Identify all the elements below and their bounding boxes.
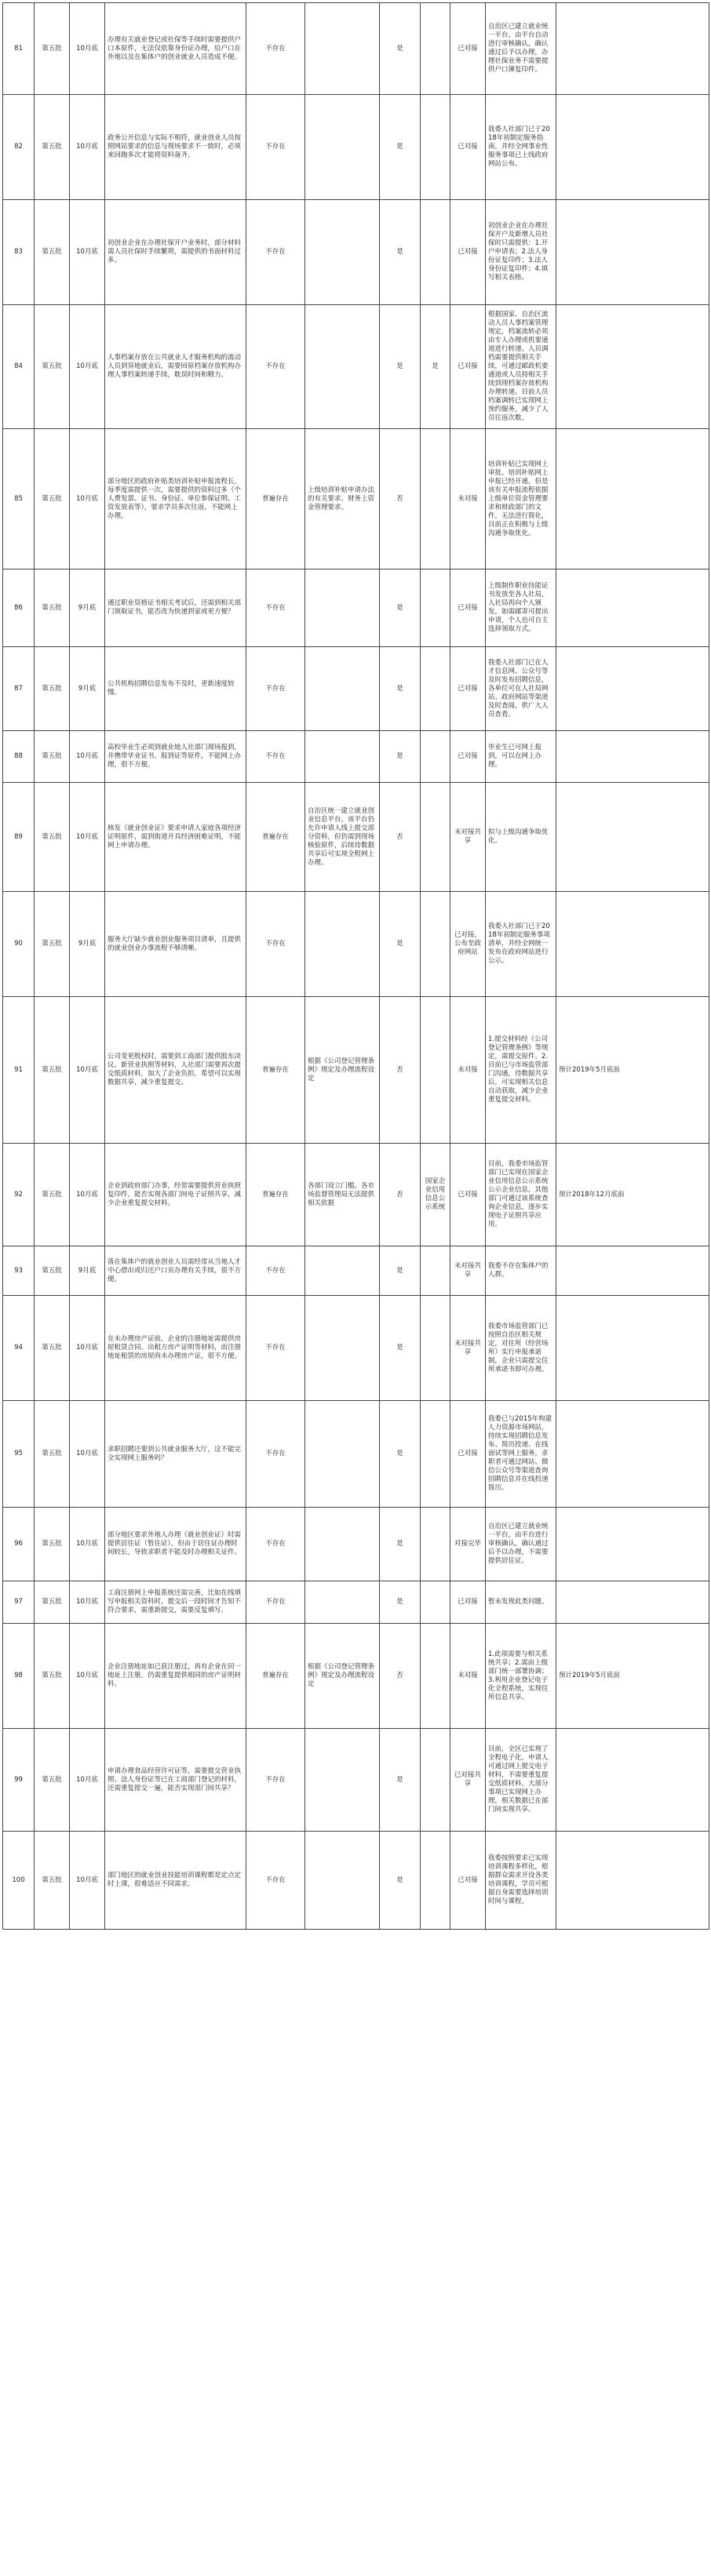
deadline-cell: 预计2018年12月底前: [556, 1144, 709, 1246]
can-solve-cell: 是: [380, 95, 421, 200]
share-system-cell: [421, 1246, 450, 1296]
share-status-cell: 已对接共享: [450, 1729, 486, 1832]
batch-cell: 第五批: [35, 997, 70, 1144]
share-status-cell: 已对接: [450, 569, 486, 647]
status-cell: 不存在: [246, 200, 305, 305]
share-status-cell: 已对接: [450, 1401, 486, 1508]
time-cell: 9月底: [70, 892, 105, 997]
solution-cell: 1.提交材料经《公司登记管理条例》等规定，需提交原件。2.目前已与市场监管部门沟通，待数据共享后，可实现相关信息自动获取，减少企业重复提交材料。: [486, 997, 556, 1144]
table-row: [3, 95, 709, 200]
problem-description: 申请办理食品经营许可证等，需要提交营业执照、法人身份证等已在工商部门登记的材料，还需重复提交一遍，能否实现部门间共享？: [105, 1729, 246, 1832]
share-system-cell: [421, 647, 450, 731]
basis-cell: 根据《公司登记管理条例》规定及办理流程设定: [305, 1624, 380, 1729]
share-status-cell: 未对接共享: [450, 783, 486, 892]
share-system-cell: [421, 731, 450, 783]
deadline-cell: [556, 1246, 709, 1296]
table-row: [3, 1581, 709, 1624]
problem-description: 求职招聘还要到公共就业服务大厅，这不能完全实现网上服务吗？: [105, 1401, 246, 1508]
batch-cell: 第五批: [35, 1246, 70, 1296]
time-cell: 9月底: [70, 647, 105, 731]
status-cell: 不存在: [246, 1832, 305, 1930]
status-cell: 普遍存在: [246, 429, 305, 569]
can-solve-cell: 是: [380, 892, 421, 997]
table-row: [3, 200, 709, 305]
problem-description: 高校毕业生必须到就业地人社部门现场报到，并携带毕业证书、报到证等原件，不能网上办理，很不方便。: [105, 731, 246, 783]
solution-cell: 上级制作职业技能证书发放至各人社局，人社局再向个人颁发，如需邮寄可提出申请，个人也可自主选择领取方式。: [486, 569, 556, 647]
can-solve-cell: 是: [380, 1832, 421, 1930]
solution-cell: 自治区已建立就业统一平台，由平台自动进行审核确认，确认通过后予以办理，办理社保业务不需要提供户口簿复印件。: [486, 3, 556, 95]
status-cell: 不存在: [246, 647, 305, 731]
batch-cell: 第五批: [35, 1508, 70, 1581]
share-system-cell: [421, 783, 450, 892]
problem-description: 服务大厅缺少就业创业服务项目清单，且提供的就业创业办事流程不够清晰。: [105, 892, 246, 997]
time-cell: 10月底: [70, 1296, 105, 1401]
basis-cell: [305, 1581, 380, 1624]
can-solve-cell: 是: [380, 1246, 421, 1296]
batch-cell: 第五批: [35, 892, 70, 997]
solution-cell: 初创业企业在办理社保开户及新增人员社保时只需提供：1.开户申请表；2.法人身份证复印件；3.法人身份证复印件；4.填写相关表格。: [486, 200, 556, 305]
basis-cell: [305, 1401, 380, 1508]
can-solve-cell: 是: [380, 305, 421, 429]
deadline-cell: [556, 647, 709, 731]
share-system-cell: [421, 3, 450, 95]
deadline-cell: [556, 1832, 709, 1930]
problem-description: 工商注册网上申报系统还需完善，比如在线填写申报相关资料时，提交后一段时间才告知不符合要求，需重新提交，需要反复填写。: [105, 1581, 246, 1624]
time-cell: 10月底: [70, 305, 105, 429]
share-status-cell: 未对接: [450, 429, 486, 569]
time-cell: 10月底: [70, 997, 105, 1144]
basis-cell: [305, 200, 380, 305]
share-status-cell: 已对接: [450, 3, 486, 95]
can-solve-cell: 是: [380, 3, 421, 95]
batch-cell: 第五批: [35, 1144, 70, 1246]
deadline-cell: [556, 200, 709, 305]
time-cell: 10月底: [70, 429, 105, 569]
can-solve-cell: 是: [380, 569, 421, 647]
table-row: [3, 1401, 709, 1508]
batch-cell: 第五批: [35, 429, 70, 569]
deadline-cell: 预计2019年5月底前: [556, 997, 709, 1144]
row-number: 98: [3, 1624, 35, 1729]
time-cell: 10月底: [70, 1144, 105, 1246]
problem-description: 初创业企业在办理社保开户业务时，部分材料需人员社保时手续繁琐，需提供的书面材料过多。: [105, 200, 246, 305]
row-number: 84: [3, 305, 35, 429]
table-row: [3, 569, 709, 647]
share-system-cell: [421, 997, 450, 1144]
status-cell: 不存在: [246, 892, 305, 997]
share-status-cell: 对接完毕: [450, 1508, 486, 1581]
solution-cell: 目前，全区已实现了全程电子化，申请人可通过网上提交电子材料，不需要重复提交纸质材料，大部分事项已实现网上办理，相关数据已在部门间实现共享。: [486, 1729, 556, 1832]
status-cell: 普遍存在: [246, 997, 305, 1144]
status-cell: 不存在: [246, 1581, 305, 1624]
share-system-cell: [421, 569, 450, 647]
row-number: 83: [3, 200, 35, 305]
time-cell: 10月底: [70, 1581, 105, 1624]
time-cell: 9月底: [70, 569, 105, 647]
solution-cell: 我委人社部门已在人才信息网、公众号等及时发布招聘信息，各单位可在人社局网站、政府网站等渠道及时查阅，供广大人员查看。: [486, 647, 556, 731]
share-system-cell: [421, 892, 450, 997]
problem-description: 部分地区要求外地人办理《就业创业证》时需提供居住证（暂住证），但由于居住证办理时间较长，导致求职者不能及时办理相关证件。: [105, 1508, 246, 1581]
deadline-cell: [556, 1581, 709, 1624]
deadline-cell: [556, 429, 709, 569]
time-cell: 9月底: [70, 1246, 105, 1296]
time-cell: 10月底: [70, 731, 105, 783]
table-row: [3, 1144, 709, 1246]
share-system-cell: [421, 1581, 450, 1624]
problem-description: 部门地区的就业创业技能培训课程都是定点定时上课，很难适应不同需求。: [105, 1832, 246, 1930]
time-cell: 10月底: [70, 783, 105, 892]
share-status-cell: 已对接: [450, 1581, 486, 1624]
solution-cell: 拟与上级沟通争取优化。: [486, 783, 556, 892]
deadline-cell: [556, 1729, 709, 1832]
can-solve-cell: 是: [380, 1508, 421, 1581]
row-number: 99: [3, 1729, 35, 1832]
status-cell: 不存在: [246, 731, 305, 783]
share-status-cell: 未对接共享: [450, 1246, 486, 1296]
batch-cell: 第五批: [35, 1296, 70, 1401]
table-row: [3, 997, 709, 1144]
share-system-cell: [421, 95, 450, 200]
row-number: 94: [3, 1296, 35, 1401]
status-cell: 不存在: [246, 1246, 305, 1296]
batch-cell: 第五批: [35, 200, 70, 305]
share-status-cell: 已对接，公布至政府网站: [450, 892, 486, 997]
share-system-cell: [421, 1729, 450, 1832]
row-number: 81: [3, 3, 35, 95]
row-number: 87: [3, 647, 35, 731]
time-cell: 10月底: [70, 1729, 105, 1832]
basis-cell: 自治区统一建立就业创业信息平台，该平台仍允许申请人线上提交部分资料，但仍需到现场核验原件，后续待数据共享后可实现全程网上办理。: [305, 783, 380, 892]
problem-description: 办理有关就业登记或社保等手续时需要提供户口本原件，无法仅依靠身份证办理，给户口在外地以及在集体户的创业就业人员造成不便。: [105, 3, 246, 95]
share-status-cell: 未对接: [450, 1624, 486, 1729]
solution-cell: 我委人社部门已于2018年初制定服务事项清单，并经全网统一发布在政府网站进行公示。: [486, 892, 556, 997]
batch-cell: 第五批: [35, 783, 70, 892]
can-solve-cell: 否: [380, 783, 421, 892]
deadline-cell: [556, 731, 709, 783]
deadline-cell: [556, 569, 709, 647]
row-number: 82: [3, 95, 35, 200]
can-solve-cell: 是: [380, 1581, 421, 1624]
table-row: [3, 1246, 709, 1296]
basis-cell: [305, 731, 380, 783]
status-cell: 不存在: [246, 1729, 305, 1832]
batch-cell: 第五批: [35, 1729, 70, 1832]
table-row: [3, 1624, 709, 1729]
batch-cell: 第五批: [35, 3, 70, 95]
solution-cell: 我委市场监管部门已按照自治区相关规定，对住所（经营场所）实行申报承诺制，企业只需提交住所承诺书即可办理。: [486, 1296, 556, 1401]
table-row: [3, 305, 709, 429]
share-system-cell: [421, 1296, 450, 1401]
basis-cell: [305, 647, 380, 731]
batch-cell: 第五批: [35, 305, 70, 429]
can-solve-cell: 否: [380, 997, 421, 1144]
table-row: [3, 783, 709, 892]
status-cell: 不存在: [246, 1296, 305, 1401]
can-solve-cell: 是: [380, 200, 421, 305]
basis-cell: 上级培训补贴申请办法的有关要求、财务上资金管理要求。: [305, 429, 380, 569]
status-cell: 普遍存在: [246, 1144, 305, 1246]
basis-cell: 各部门设立门槛、各市场监督管理局无法提供相关依据: [305, 1144, 380, 1246]
basis-cell: [305, 1832, 380, 1930]
problem-description: 核发《就业创业证》要求申请人家庭各项经济证明原件，需到街道开具经济困难证明，不能网上申请办理。: [105, 783, 246, 892]
row-number: 86: [3, 569, 35, 647]
batch-cell: 第五批: [35, 731, 70, 783]
time-cell: 10月底: [70, 1624, 105, 1729]
batch-cell: 第五批: [35, 1624, 70, 1729]
time-cell: 10月底: [70, 95, 105, 200]
solution-cell: 目前，我委市场监管部门已实现在国家企业信用信息公示系统公示企业信息，其他部门可通过该系统查询企业信息，逐步实现电子证照共享应用。: [486, 1144, 556, 1246]
status-cell: 不存在: [246, 569, 305, 647]
basis-cell: [305, 1729, 380, 1832]
problem-description: 公共机构招聘信息发布不及时，更新速度较慢。: [105, 647, 246, 731]
deadline-cell: [556, 892, 709, 997]
batch-cell: 第五批: [35, 1832, 70, 1930]
deadline-cell: [556, 3, 709, 95]
status-cell: 不存在: [246, 1508, 305, 1581]
status-cell: 不存在: [246, 95, 305, 200]
status-cell: 不存在: [246, 305, 305, 429]
row-number: 95: [3, 1401, 35, 1508]
solution-cell: 我委按照要求已实现培训课程多样化，根据群众需求开设各类培训课程，学员可根据自身需要选择培训时间与课程。: [486, 1832, 556, 1930]
solution-cell: 1.此项需要与相关系统共享；2.需由上级部门统一部署协调；3.利用企业登记电子化全程系统，实现住所信息共享。: [486, 1624, 556, 1729]
status-cell: 普遍存在: [246, 783, 305, 892]
share-status-cell: 已对接: [450, 305, 486, 429]
share-status-cell: 已对接: [450, 1832, 486, 1930]
table-row: [3, 1296, 709, 1401]
batch-cell: 第五批: [35, 1581, 70, 1624]
share-status-cell: 已对接: [450, 95, 486, 200]
status-cell: 不存在: [246, 3, 305, 95]
deadline-cell: [556, 95, 709, 200]
time-cell: 10月底: [70, 200, 105, 305]
table-row: [3, 892, 709, 997]
basis-cell: [305, 569, 380, 647]
row-number: 88: [3, 731, 35, 783]
solution-cell: 根据国家、自治区流动人员人事档案管理规定，档案流转必须由专人办理或机要通道进行转递。人员调档需要提供相关手续，可通过邮政机要通道或人员持相关手续到现档案存放机构办理转递。目前人员档案调转已实现网上预约服务，减少了人员往返次数。: [486, 305, 556, 429]
deadline-cell: [556, 305, 709, 429]
share-system-cell: 是: [421, 305, 450, 429]
basis-cell: [305, 95, 380, 200]
time-cell: 10月底: [70, 1832, 105, 1930]
data-table: [2, 2, 709, 1930]
share-system-cell: 国家企业信用信息公示系统: [421, 1144, 450, 1246]
basis-cell: [305, 305, 380, 429]
problem-description: 公司变更股权时，需要到工商部门提供股东决议、新营业执照等材料，人社部门需要再次提交纸质材料，加大了企业负担，希望可以实现数据共享，减少重复提交。: [105, 997, 246, 1144]
row-number: 100: [3, 1832, 35, 1930]
time-cell: 10月底: [70, 1401, 105, 1508]
problem-description: 政务公开信息与实际不相符，就业创业人员按照网站要求的信息与现场要求不一致时，必须来回跑多次才能将资料备齐。: [105, 95, 246, 200]
deadline-cell: [556, 1401, 709, 1508]
table-row: [3, 647, 709, 731]
solution-cell: 暂未发现此类问题。: [486, 1581, 556, 1624]
can-solve-cell: 是: [380, 1296, 421, 1401]
row-number: 91: [3, 997, 35, 1144]
share-status-cell: 已对接: [450, 647, 486, 731]
can-solve-cell: 是: [380, 731, 421, 783]
solution-cell: 毕业生已可网上报到，可以在网上办理。: [486, 731, 556, 783]
solution-cell: 我委已与2015年构建人力资源市场网站，持续实现招聘信息发布、简历投递、在线面试等网上服务，求职者可通过网站、微信公众号等渠道查询招聘信息并在线投递简历。: [486, 1401, 556, 1508]
can-solve-cell: 是: [380, 1401, 421, 1508]
basis-cell: [305, 3, 380, 95]
can-solve-cell: 是: [380, 647, 421, 731]
row-number: 89: [3, 783, 35, 892]
deadline-cell: [556, 1296, 709, 1401]
share-system-cell: [421, 1401, 450, 1508]
deadline-cell: [556, 1508, 709, 1581]
solution-cell: 我委不存在集体户的人群。: [486, 1246, 556, 1296]
basis-cell: [305, 892, 380, 997]
solution-cell: 我委人社部门已于2018年初制定服务指南，并经全网事业性服务事项已上线政府网站公布。: [486, 95, 556, 200]
can-solve-cell: 否: [380, 1624, 421, 1729]
problem-description: 通过职业资格证书相关考试后，还需到相关部门领取证书，能否改为快递到家或更方便？: [105, 569, 246, 647]
table-row: [3, 731, 709, 783]
share-status-cell: 已对接: [450, 200, 486, 305]
table-row: [3, 1729, 709, 1832]
basis-cell: 根据《公司登记管理条例》规定及办理流程设定: [305, 997, 380, 1144]
share-system-cell: [421, 1624, 450, 1729]
can-solve-cell: 是: [380, 1729, 421, 1832]
table-row: [3, 1508, 709, 1581]
table-row: [3, 429, 709, 569]
problem-description: 部分地区的政府补贴类培训补贴申报流程长，每季度需提供一次，需要提供的资料过多（个人费发票、证书、身份证、单位参保证明、工资发放表等），要求学员多次往返，不能网上办理。: [105, 429, 246, 569]
time-cell: 10月底: [70, 1508, 105, 1581]
problem-description: 在未办理房产证前，企业的注册地址需提供房屋租赁合同、出租方房产证明等材料，而注册地址租赁的房屋尚未办理房产证，很不方便。: [105, 1296, 246, 1401]
share-status-cell: 已对接: [450, 1144, 486, 1246]
batch-cell: 第五批: [35, 569, 70, 647]
deadline-cell: [556, 783, 709, 892]
status-cell: 普遍存在: [246, 1624, 305, 1729]
table-row: [3, 1832, 709, 1930]
share-status-cell: 已对接: [450, 731, 486, 783]
row-number: 92: [3, 1144, 35, 1246]
status-cell: 不存在: [246, 1401, 305, 1508]
share-system-cell: [421, 1508, 450, 1581]
basis-cell: [305, 1246, 380, 1296]
solution-cell: 培训补贴已实现网上审批、培训补贴网上申报已经开通，但是该有关申报流程依据上级单位资金管理要求和财政部门的文件，无法进行简化，目前正在积极与上级沟通争取优化。: [486, 429, 556, 569]
row-number: 90: [3, 892, 35, 997]
batch-cell: 第五批: [35, 95, 70, 200]
basis-cell: [305, 1508, 380, 1581]
row-number: 96: [3, 1508, 35, 1581]
table-body: [3, 3, 709, 1930]
row-number: 97: [3, 1581, 35, 1624]
problem-description: 企业到政府部门办事，经常需要提供营业执照复印件，能否实现各部门间电子证照共享，减少企业重复提交材料。: [105, 1144, 246, 1246]
time-cell: 10月底: [70, 3, 105, 95]
row-number: 85: [3, 429, 35, 569]
solution-cell: 自治区已建立就业统一平台，由平台进行审核确认，确认通过后予以办理，不需要提供居住证。: [486, 1508, 556, 1581]
problem-description: 企业注册地址如已获注册过，再有企业在同一地址上注册，仍需重复提供相同的房产证明材料。: [105, 1624, 246, 1729]
can-solve-cell: 否: [380, 429, 421, 569]
table-row: [3, 3, 709, 95]
problem-description: 落在集体户的就业创业人员需经常从当地人才中心借出或归还户口页办理有关手续，很不方便。: [105, 1246, 246, 1296]
share-system-cell: [421, 200, 450, 305]
batch-cell: 第五批: [35, 647, 70, 731]
problem-description: 人事档案存放在公共就业人才服务机构的流动人员到异地就业后，需要回原档案存放机构办理人事档案转递手续，耽误时间和精力。: [105, 305, 246, 429]
can-solve-cell: 否: [380, 1144, 421, 1246]
batch-cell: 第五批: [35, 1401, 70, 1508]
basis-cell: [305, 1296, 380, 1401]
share-system-cell: [421, 429, 450, 569]
share-system-cell: [421, 1832, 450, 1930]
share-status-cell: 未对接共享: [450, 1296, 486, 1401]
share-status-cell: 未对接: [450, 997, 486, 1144]
deadline-cell: 预计2019年5月底前: [556, 1624, 709, 1729]
row-number: 93: [3, 1246, 35, 1296]
